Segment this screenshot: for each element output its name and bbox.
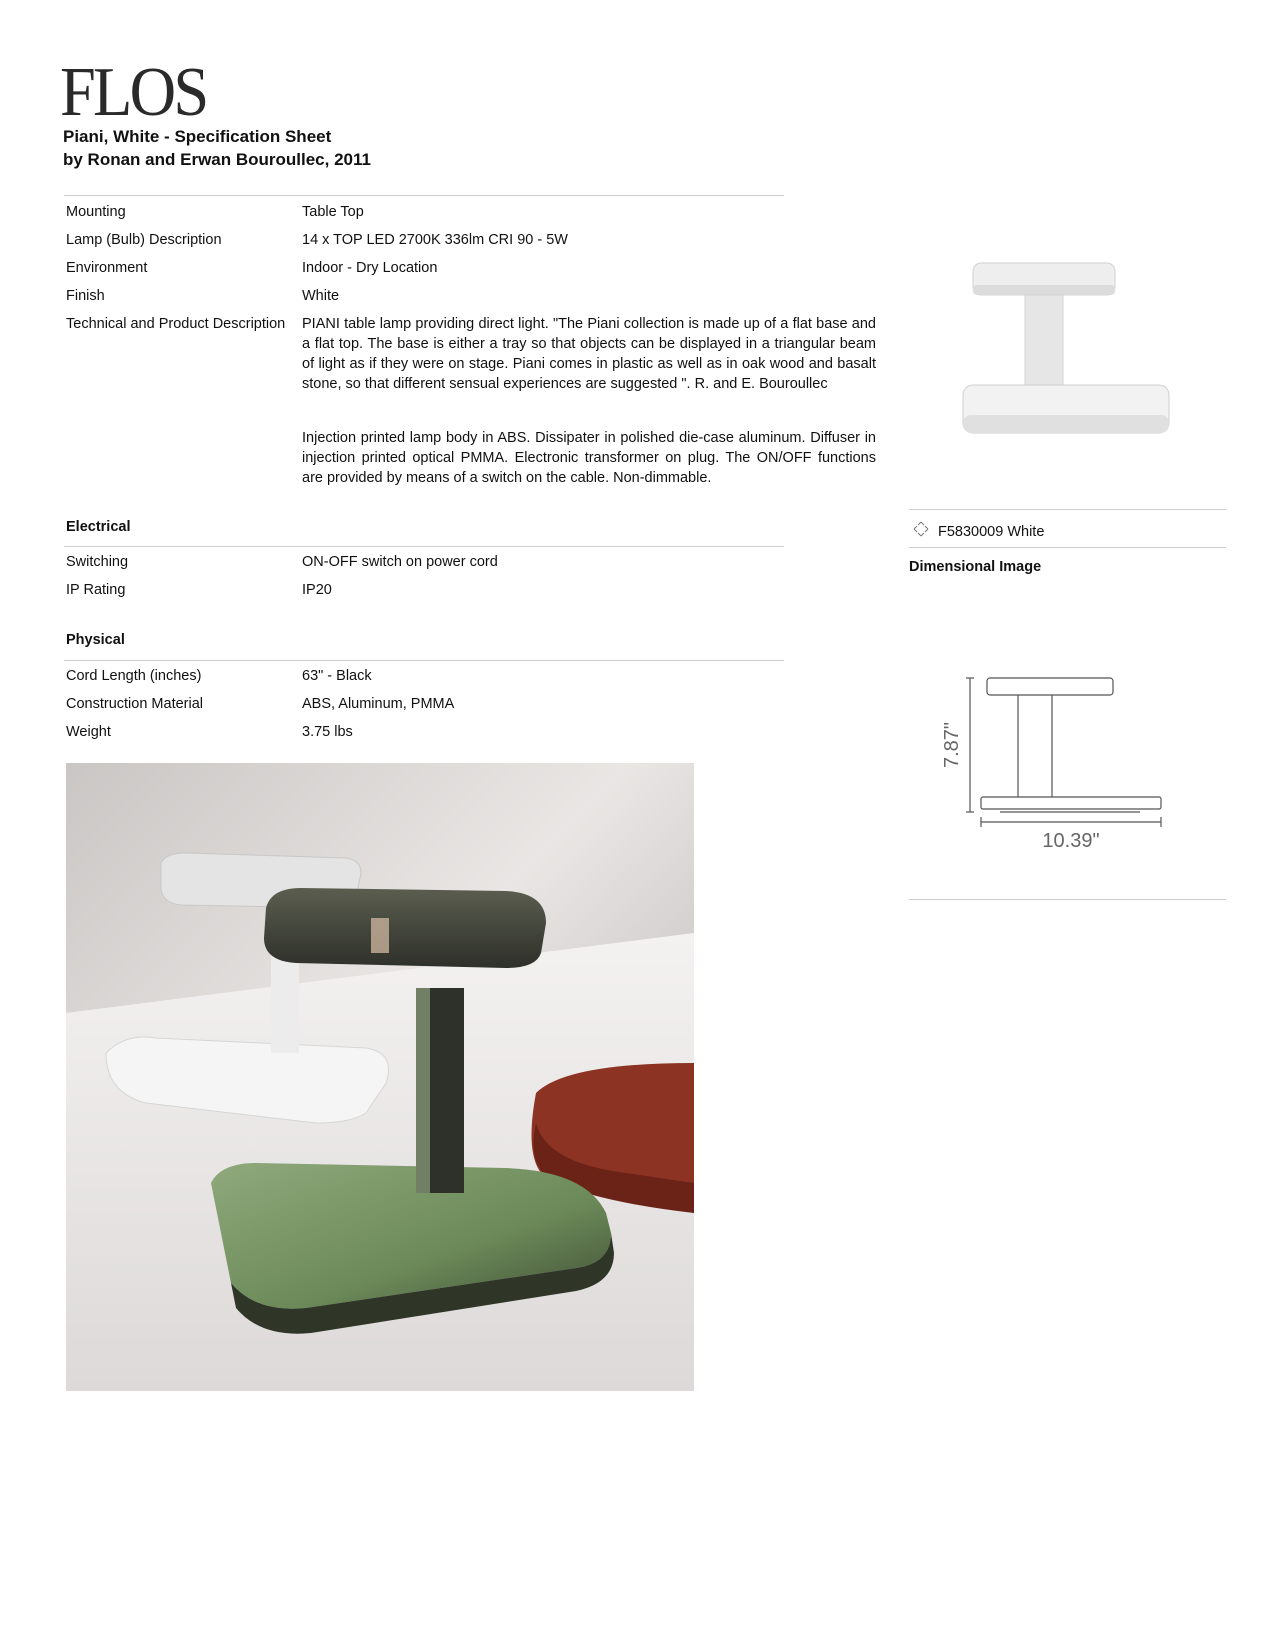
spec-value: White <box>302 288 340 304</box>
spec-label: Cord Length (inches) <box>66 668 202 684</box>
spec-value: 3.75 lbs <box>302 724 353 740</box>
dimension-height-label: 7.87" <box>941 721 963 769</box>
page-title: Piani, White - Specification Sheet <box>63 127 332 146</box>
divider <box>64 660 784 661</box>
spec-label: Construction Material <box>66 696 203 712</box>
product-thumbnail <box>955 255 1175 455</box>
spec-value: ABS, Aluminum, PMMA <box>302 696 455 712</box>
spec-label: Switching <box>66 554 129 570</box>
spec-label: Mounting <box>66 204 126 220</box>
product-photo <box>66 763 694 1391</box>
section-heading-electrical: Electrical <box>66 519 131 535</box>
spec-label: Environment <box>66 260 148 276</box>
dimensional-drawing <box>940 665 1190 865</box>
divider <box>64 546 784 547</box>
section-heading-physical: Physical <box>66 632 125 648</box>
spec-value: Indoor - Dry Location <box>302 260 438 276</box>
spec-value: IP20 <box>302 582 332 598</box>
dimension-width-label: 10.39" <box>1042 830 1100 852</box>
spec-value: 63" - Black <box>302 668 372 684</box>
spec-value: 14 x TOP LED 2700K 336lm CRI 90 - 5W <box>302 232 568 248</box>
divider <box>909 509 1226 510</box>
brand-logo: FLOS <box>60 54 207 131</box>
divider <box>64 195 784 196</box>
spec-value: Table Top <box>302 204 364 220</box>
crosshair-icon <box>912 520 930 538</box>
spec-value: ON-OFF switch on power cord <box>302 554 498 570</box>
divider <box>909 547 1226 548</box>
page-subtitle: by Ronan and Erwan Bouroullec, 2011 <box>63 150 371 169</box>
description-paragraph-2: Injection printed lamp body in ABS. Dissipater in polished die-case aluminum. Diffuser in injection printed optical PMMA. Electronic transformer on plug. The ON/OFF functions are provided by means of a switch on the cable. Non-dimmable. <box>302 430 876 486</box>
dimensional-image-heading: Dimensional Image <box>909 559 1042 575</box>
spec-label: Lamp (Bulb) Description <box>66 232 222 248</box>
spec-label: Finish <box>66 288 105 304</box>
spec-label: Technical and Product Description <box>66 316 286 332</box>
variant-sku: F5830009 White <box>938 524 1045 540</box>
spec-label: Weight <box>66 724 111 740</box>
spec-label: IP Rating <box>66 582 126 598</box>
description-paragraph-1: PIANI table lamp providing direct light. "The Piani collection is made up of a flat base and a flat top. The base is either a tray so that objects can be displayed in a triangular beam of light as if they were on stage. Piani comes in plastic as well as in oak wood and basalt stone, so that different sensual experiences are suggested ". R. and E. Bouroullec <box>302 316 876 392</box>
divider <box>909 899 1226 900</box>
